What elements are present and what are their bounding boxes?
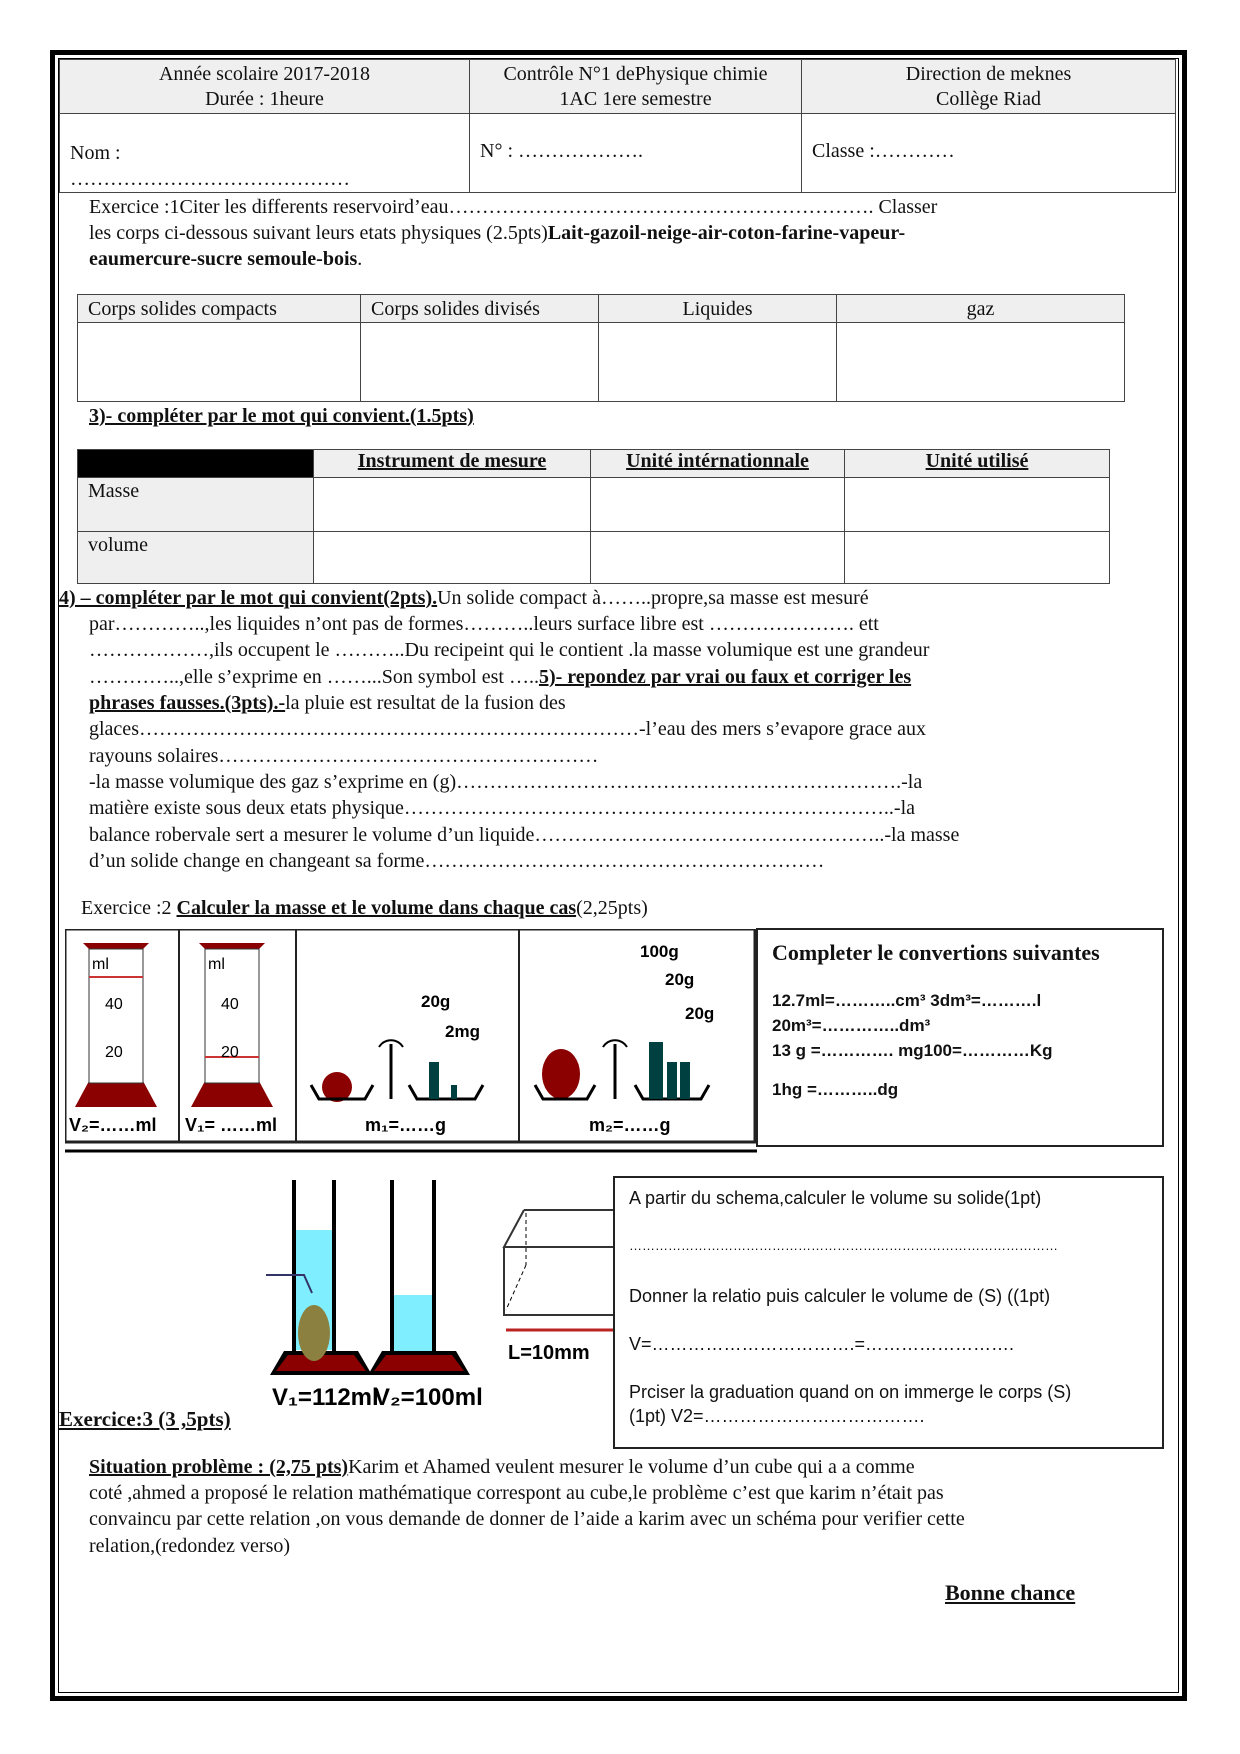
row-masse: Masse [78, 478, 314, 532]
v2-value: V₂=100ml [374, 1384, 483, 1411]
nom-blank: …………………………………… [70, 168, 350, 190]
v1-value: V₁=112ml [272, 1384, 379, 1411]
tick-40: 40 [105, 996, 123, 1013]
answer-cell[interactable] [599, 323, 837, 402]
col-unite-internationale: Unité intérnationnale [591, 450, 845, 478]
measure-table [77, 449, 1110, 584]
col-instrument: Instrument de mesure [314, 450, 591, 478]
ex1-items-cont: eaumercure-sucre semoule-bois [89, 248, 358, 270]
cylinder-with-solid [266, 1180, 372, 1375]
m1-label: m₁=……g [365, 1115, 446, 1135]
m2-label: m₂=……g [589, 1115, 671, 1135]
classe-label: Classe :………… [812, 140, 955, 162]
weight-2mg: 2mg [445, 1022, 480, 1041]
col-solides-divises: Corps solides divisés [361, 295, 599, 323]
bonne-chance: Bonne chance [945, 1580, 1076, 1605]
period: . [357, 248, 363, 270]
conversions-title: Completer le convertions suivantes [772, 940, 1100, 965]
q4-title: 4) – compléter par le mot qui convient(2pts). [59, 587, 438, 609]
ex3-q1: A partir du schema,calculer le volume su solide(1pt) [629, 1188, 1042, 1208]
black-corner-cell [78, 450, 314, 478]
ex1-items: Lait-gazoil-neige-air-coton-farine-vapeur- [547, 222, 906, 244]
direction: Direction de meknes [905, 63, 1072, 85]
tick-40: 40 [221, 996, 239, 1013]
cylinder-water [368, 1180, 470, 1375]
situation-title: Situation problème : (2,75 pts) [89, 1456, 349, 1478]
numero-field[interactable] [470, 114, 802, 193]
q4-line4 [89, 664, 911, 690]
answer-cell[interactable] [591, 478, 845, 532]
exam-title: Contrôle N°1 dePhysique chimie [503, 63, 768, 85]
measurement-figure [65, 929, 757, 1153]
immersion-figure [262, 1175, 614, 1420]
answer-cell[interactable] [591, 532, 845, 584]
q3-title: 3)- compléter par le mot qui convient.(1.5pts) [89, 405, 474, 427]
row-volume: volume [78, 532, 314, 584]
school-year: Année scolaire 2017-2018 [158, 63, 371, 85]
ex3-q2: Donner la relatio puis calculer le volume de (S) ((1pt) [629, 1286, 1051, 1306]
col-unite-utilise: Unité utilisé [845, 450, 1110, 478]
exam-title-cell [470, 60, 802, 114]
nom-field[interactable] [60, 114, 470, 193]
college: Collège Riad [936, 88, 1041, 110]
ex2-prefix: Exercice :2 [81, 897, 177, 919]
weight-20g: 20g [421, 992, 451, 1011]
q5-line4: -la masse volumique des gaz s’exprime en (g)………………………………………………………….-la [89, 771, 923, 793]
ex2-points: (2,25pts) [576, 897, 648, 919]
ex3-label: Exercice:3 (3 ,5pts) [59, 1407, 231, 1431]
q5-line2: glaces…………………………………………………………………-l’eau des mers s’evapore grace aux [89, 718, 927, 740]
answer-cell[interactable] [837, 323, 1125, 402]
v1-label: V₁= ……ml [185, 1115, 277, 1135]
ex1-line2 [89, 220, 905, 246]
tick-20: 20 [221, 1044, 239, 1061]
duration: Durée : 1heure [205, 88, 324, 110]
nom-label: Nom : [70, 142, 121, 164]
q4-line2: par…………..,les liquides n’ont pas de formes………..leurs surface libre est …………………. ett [89, 613, 879, 635]
ex2-heading [81, 895, 648, 921]
situation-text: Karim et Ahamed veulent mesurer le volume d’un cube qui a a comme [348, 1456, 915, 1478]
school-year-cell [60, 60, 470, 114]
weight-20g: 20g [685, 1004, 715, 1023]
ex3-q2-answer[interactable]: V=…………………………….=……………………. [629, 1334, 1015, 1354]
ex1-line1: Exercice :1Citer les differents reservoird’eau………………………………………………………. Classer [89, 196, 938, 218]
tick-20: 20 [105, 1044, 123, 1061]
situation-line4: relation,(redondez verso) [89, 1535, 291, 1557]
q4-text: Un solide compact à……..propre,sa masse est mesuré [437, 587, 869, 609]
v2-label: V₂=……ml [69, 1115, 157, 1135]
numero-label: N° : ………………. [480, 140, 643, 162]
q5-line1 [89, 690, 566, 716]
conversion-item: 1hg =………..dg [772, 1080, 899, 1099]
school-cell [802, 60, 1176, 114]
classe-field[interactable] [802, 114, 1176, 193]
ex1-instruction: les corps ci-dessous suivant leurs etats physiques (2.5pts) [89, 222, 548, 244]
ex3-q1-answer[interactable]: ……………………………………………………………………………………… [629, 1238, 1058, 1253]
conversion-item: 20m³=…………..dm³ [772, 1016, 931, 1035]
ex2-title: Calculer la masse et le volume dans chaque cas [176, 897, 577, 919]
ex3-q3-answer[interactable]: (1pt) V2=………………………………. [629, 1406, 925, 1426]
conversion-item: 13 g =…………. mg100=…………Kg [772, 1041, 1053, 1060]
col-solides-compacts: Corps solides compacts [78, 295, 361, 323]
q5-line7: d’un solide change en changeant sa forme…………………………………………………… [89, 850, 825, 872]
answer-cell[interactable] [314, 478, 591, 532]
answer-cell[interactable] [78, 323, 361, 402]
q5-line3: rayouns solaires………………………………………………… [89, 745, 599, 767]
answer-cell[interactable] [845, 532, 1110, 584]
col-liquides: Liquides [599, 295, 837, 323]
situation-line1 [89, 1454, 915, 1480]
ex3-q3: Prciser la graduation quand on on immerge le corps (S) [629, 1382, 1072, 1402]
unit-ml: ml [208, 956, 225, 973]
q4-text: …………..,elle s’exprime en ……...Son symbol est ….. [89, 666, 539, 688]
unit-ml: ml [92, 956, 109, 973]
situation-line3: convaincu par cette relation ,on vous demande de donner de l’aide a karim avec un schéma pour verifier cette [89, 1508, 965, 1530]
conversions-box [756, 928, 1164, 1147]
exam-level: 1AC 1ere semestre [559, 88, 712, 110]
q5-line6: balance robervale sert a mesurer le volume d’un liquide……………………………………………..-la masse [89, 824, 960, 846]
q5-line5: matière existe sous deux etats physique………………………………………………………………..-la [89, 797, 916, 819]
weight-20g: 20g [665, 970, 695, 989]
answer-cell[interactable] [845, 478, 1110, 532]
header-table [59, 59, 1176, 193]
cube-side-length: L=10mm [508, 1342, 590, 1364]
cube-diagram [504, 1210, 614, 1330]
q5-title-cont: phrases fausses.(3pts).- [89, 692, 286, 714]
ex3-questions-box [613, 1176, 1164, 1449]
conversion-item: 12.7ml=………..cm³ 3dm³=……….l [772, 991, 1042, 1010]
col-gaz: gaz [837, 295, 1125, 323]
answer-cell[interactable] [361, 323, 599, 402]
states-table [77, 294, 1125, 402]
q4-line1 [59, 585, 869, 611]
weight-100g: 100g [640, 942, 679, 961]
q5-text: la pluie est resultat de la fusion des [285, 692, 566, 714]
ex1-line3 [89, 246, 362, 272]
answer-cell[interactable] [314, 532, 591, 584]
q4-line3: ………………,ils occupent le ………..Du recipeint qui le contient .la masse volumique est une grandeur [89, 639, 930, 661]
situation-line2: coté ,ahmed a proposé le relation mathématique correspont au cube,le problème c’est que karim n’était pas [89, 1482, 944, 1504]
q5-title: 5)- repondez par vrai ou faux et corriger les [538, 666, 912, 688]
